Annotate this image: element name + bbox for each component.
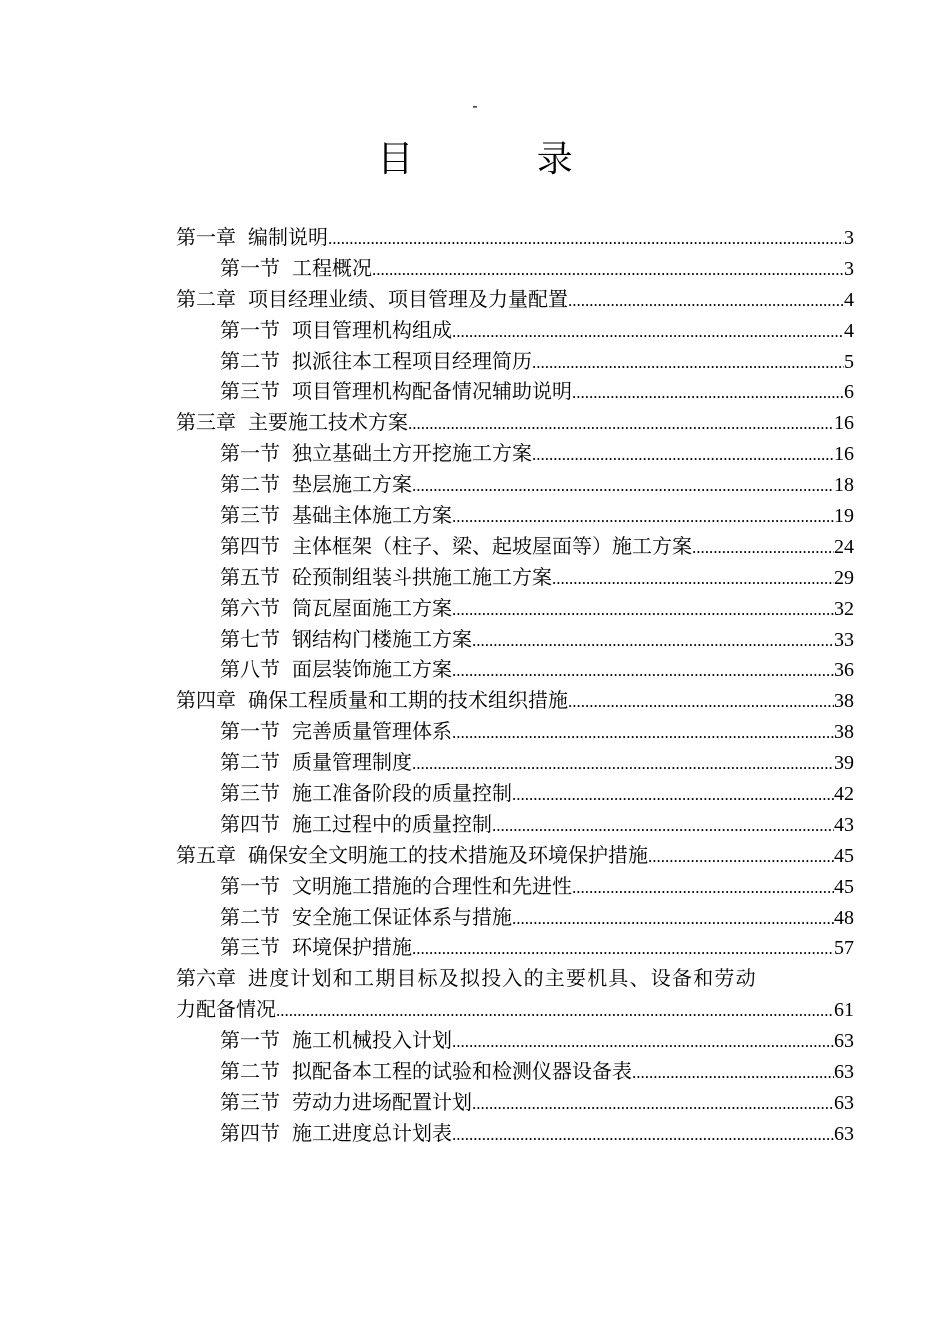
toc-dot-leader: [632, 1058, 834, 1087]
toc-section-entry[interactable]: [176, 469, 854, 500]
toc-dot-leader: [568, 286, 844, 315]
toc-entry-page: 3: [844, 257, 854, 280]
toc-entry-number: 第三节: [220, 935, 280, 960]
toc-dot-leader: [472, 1089, 834, 1118]
toc-chapter-entry[interactable]: [176, 222, 854, 253]
toc-entry-page: 57: [834, 937, 854, 960]
toc-dot-leader: [452, 317, 844, 346]
toc-entry-page: 61: [834, 999, 854, 1022]
toc-dot-leader: [372, 255, 844, 284]
toc-entry-title: 面层装饰施工方案: [292, 657, 452, 682]
toc-entry-title: 项目管理机构配备情况辅助说明: [292, 379, 572, 404]
toc-entry-page: 32: [834, 597, 854, 620]
toc-entry-title: 质量管理制度: [292, 750, 412, 775]
toc-entry-number: 第二节: [220, 904, 280, 929]
toc-entry-title: 筒瓦屋面施工方案: [292, 595, 452, 620]
toc-entry-number: 第一节: [220, 873, 280, 898]
toc-dot-leader: [412, 934, 834, 963]
toc-entry-number: 第二节: [220, 348, 280, 373]
toc-chapter-entry[interactable]: [176, 840, 854, 871]
toc-entry-number: 第四章: [176, 688, 236, 713]
toc-dot-leader: [532, 440, 834, 469]
toc-entry-title: 独立基础土方开挖施工方案: [292, 441, 532, 466]
toc-entry-number: 第二节: [220, 750, 280, 775]
toc-entry-title: 施工进度总计划表: [292, 1120, 452, 1145]
toc-entry-number: 第二章: [176, 286, 236, 311]
toc-section-entry[interactable]: [176, 871, 854, 902]
toc-entry-page: 6: [844, 381, 854, 404]
toc-dot-leader: [512, 780, 834, 809]
toc-entry-number: 第五章: [176, 842, 236, 867]
toc-entry-page: 63: [834, 1091, 854, 1114]
toc-entry-number: 第三节: [220, 781, 280, 806]
toc-entry-page: 42: [834, 783, 854, 806]
toc-section-entry[interactable]: [176, 253, 854, 284]
toc-dot-leader: [572, 873, 834, 902]
toc-section-entry[interactable]: [176, 902, 854, 933]
toc-entry-title-continuation: 力配备情况: [176, 997, 276, 1022]
toc-dot-leader: [328, 224, 844, 253]
toc-entry-number: 第三章: [176, 410, 236, 435]
toc-dot-leader: [276, 996, 834, 1025]
toc-entry-page: 4: [844, 319, 854, 342]
toc-entry-page: 29: [834, 566, 854, 589]
toc-entry-number: 第三节: [220, 1089, 280, 1114]
toc-section-entry[interactable]: [176, 624, 854, 655]
toc-entry-title: 工程概况: [292, 255, 372, 280]
toc-entry-number: 第二节: [220, 1059, 280, 1084]
toc-entry-title: 基础主体施工方案: [292, 503, 452, 528]
toc-chapter-entry[interactable]: [176, 284, 854, 315]
toc-entry-page: 5: [844, 350, 854, 373]
toc-entry-number: 第五节: [220, 564, 280, 589]
toc-entry-page: 3: [844, 227, 854, 249]
toc-entry-title: 施工准备阶段的质量控制: [292, 781, 512, 806]
toc-dot-leader: [452, 1120, 834, 1149]
table-of-contents: [176, 222, 854, 1149]
toc-dot-leader: [532, 348, 844, 377]
toc-entry-page: 36: [834, 659, 854, 682]
toc-section-entry[interactable]: [176, 438, 854, 469]
toc-entry-number: 第一节: [220, 1028, 280, 1053]
toc-dot-leader: [452, 502, 834, 531]
toc-chapter-entry[interactable]: [176, 407, 854, 438]
toc-dot-leader: [692, 533, 834, 562]
toc-entry-number: 第六章: [176, 966, 236, 991]
toc-entry-title: 拟派往本工程项目经理简历: [292, 348, 532, 373]
toc-entry-number: 第一节: [220, 255, 280, 280]
toc-entry-page: 45: [834, 844, 854, 867]
page-title: 目 录: [377, 139, 629, 180]
toc-dot-leader: [452, 1027, 834, 1056]
toc-entry-title: 砼预制组装斗拱施工施工方案: [292, 564, 552, 589]
toc-dot-leader: [568, 687, 834, 716]
toc-entry-title: 主要施工技术方案: [248, 410, 408, 435]
toc-section-entry[interactable]: [176, 315, 854, 346]
toc-dot-leader: [452, 656, 834, 685]
toc-section-entry[interactable]: [176, 716, 854, 747]
toc-dot-leader: [472, 626, 834, 655]
toc-entry-title: 劳动力进场配置计划: [292, 1089, 472, 1114]
toc-dot-leader: [552, 564, 834, 593]
toc-dot-leader: [452, 718, 834, 747]
toc-entry-title: 施工过程中的质量控制: [292, 811, 492, 836]
toc-entry-title: 施工机械投入计划: [292, 1028, 452, 1053]
toc-entry-number: 第三节: [220, 503, 280, 528]
toc-entry-title: 编制说明: [248, 225, 328, 249]
toc-entry-title: 确保工程质量和工期的技术组织措施: [248, 688, 568, 713]
toc-section-entry[interactable]: [176, 346, 854, 377]
toc-entry-title: 垫层施工方案: [292, 472, 412, 497]
toc-entry-number: 第三节: [220, 379, 280, 404]
toc-dot-leader: [412, 471, 834, 500]
toc-entry-page: 45: [834, 875, 854, 898]
toc-entry-title: 文明施工措施的合理性和先进性: [292, 873, 572, 898]
toc-entry-page: 18: [834, 474, 854, 497]
toc-entry-page: 63: [834, 1030, 854, 1053]
toc-entry-page: 24: [834, 535, 854, 558]
toc-section-entry[interactable]: [176, 1025, 854, 1056]
toc-entry-number: 第一节: [220, 719, 280, 744]
toc-entry-number: 第四节: [220, 533, 280, 558]
toc-entry-title: 进度计划和工期目标及拟投入的主要机具、设备和劳动: [248, 966, 757, 991]
toc-entry-title: 项目管理机构组成: [292, 317, 452, 342]
toc-section-entry[interactable]: [176, 778, 854, 809]
toc-section-entry[interactable]: [176, 593, 854, 624]
toc-section-entry[interactable]: [176, 654, 854, 685]
toc-entry-number: 第六节: [220, 595, 280, 620]
toc-entry-page: 63: [834, 1061, 854, 1084]
toc-entry-page: 48: [834, 906, 854, 929]
toc-chapter-entry[interactable]: [176, 685, 854, 716]
toc-entry-page: 63: [834, 1122, 854, 1145]
toc-entry-page: 43: [834, 813, 854, 836]
toc-entry-number: 第七节: [220, 626, 280, 651]
toc-dot-leader: [408, 409, 834, 438]
toc-section-entry[interactable]: [176, 1056, 854, 1087]
toc-entry-page: 16: [834, 443, 854, 466]
toc-section-entry[interactable]: [176, 500, 854, 531]
toc-section-entry[interactable]: [176, 1087, 854, 1118]
toc-entry-number: 第一节: [220, 317, 280, 342]
toc-entry-number: 第八节: [220, 657, 280, 682]
toc-entry-page: 39: [834, 752, 854, 775]
toc-chapter-entry[interactable]: [176, 963, 854, 994]
toc-entry-title: 主体框架（柱子、梁、起坡屋面等）施工方案: [292, 533, 692, 558]
toc-dot-leader: [572, 378, 844, 407]
toc-entry-number: 第四节: [220, 811, 280, 836]
toc-entry-page: 19: [834, 505, 854, 528]
toc-entry-page: 38: [834, 690, 854, 713]
header-mark: -: [472, 96, 478, 115]
toc-section-entry[interactable]: [176, 1118, 854, 1149]
toc-entry-title: 拟配备本工程的试验和检测仪器设备表: [292, 1059, 632, 1084]
toc-entry-number: 第一节: [220, 441, 280, 466]
toc-entry-title: 安全施工保证体系与措施: [292, 904, 512, 929]
toc-entry-title: 完善质量管理体系: [292, 719, 452, 744]
toc-section-entry[interactable]: [176, 562, 854, 593]
toc-entry-page: 16: [834, 412, 854, 435]
toc-dot-leader: [412, 749, 834, 778]
toc-entry-number: 第二节: [220, 472, 280, 497]
toc-section-entry[interactable]: [176, 531, 854, 562]
toc-dot-leader: [648, 842, 834, 871]
toc-section-entry[interactable]: [176, 932, 854, 963]
toc-entry-page: 4: [844, 288, 854, 311]
toc-section-entry[interactable]: [176, 809, 854, 840]
toc-entry-page: 33: [834, 628, 854, 651]
toc-entry-page: 38: [834, 721, 854, 744]
toc-section-entry[interactable]: [176, 376, 854, 407]
toc-entry-title: 项目经理业绩、项目管理及力量配置: [248, 286, 568, 311]
toc-chapter-entry-continuation[interactable]: [176, 994, 854, 1025]
toc-entry-title: 钢结构门楼施工方案: [292, 626, 472, 651]
toc-entry-title: 环境保护措施: [292, 935, 412, 960]
toc-dot-leader: [512, 904, 834, 933]
toc-dot-leader: [492, 811, 834, 840]
toc-entry-number: 第一章: [176, 225, 236, 249]
toc-entry-title: 确保安全文明施工的技术措施及环境保护措施: [248, 842, 648, 867]
toc-section-entry[interactable]: [176, 747, 854, 778]
toc-entry-number: 第四节: [220, 1120, 280, 1145]
toc-dot-leader: [452, 595, 834, 624]
